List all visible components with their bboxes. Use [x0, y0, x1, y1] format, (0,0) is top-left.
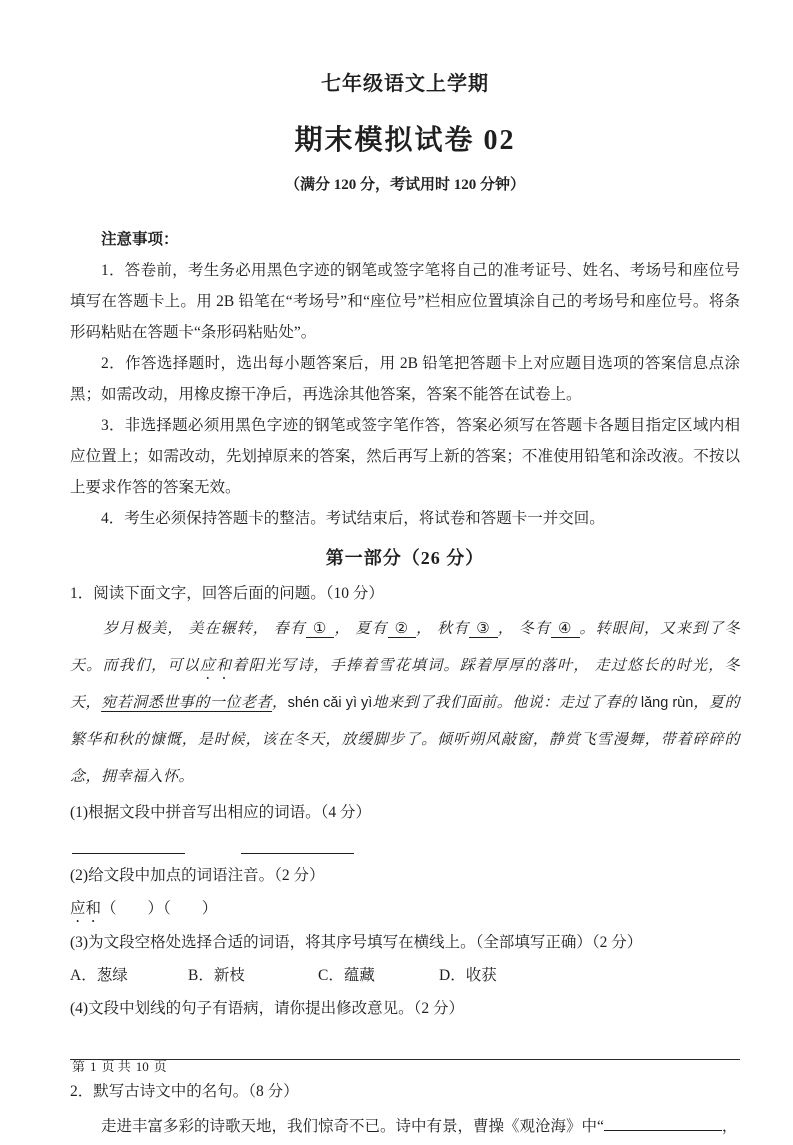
part1-heading: 第一部分（26 分） [325, 548, 485, 568]
passage-text: 着阳光写诗，手捧着雪花填词。踩着厚厚的落叶， 走过悠长的时光，冬天， [70, 658, 740, 711]
passage-text: 地来到了我们面前。他说：走过了春的 [372, 695, 641, 711]
zhuyin-answer-line [70, 892, 740, 926]
circled-number-3: ③ [476, 621, 491, 637]
circled-number-2: ② [394, 621, 410, 637]
choice-options-row [70, 959, 740, 992]
zhuyin-parens: （ ）（ ） [101, 900, 218, 917]
notice-item-3: 3．非选择题必须用黑色字迹的钢笔或签字笔作答，答案必须写在答题卡各题目指定区域内相应位置上；如需改动，先划掉原来的答案，然后再写上新的答案；不准使用铅笔和涂改液。不按以上要求作答的答案无效。 [70, 417, 740, 496]
notices-heading: 注意事项： [101, 231, 179, 248]
fill-blank-3 [469, 621, 498, 638]
exam-meta: （满分 120 分，考试用时 120 分钟） [284, 177, 525, 193]
notice-item-2: 2．作答选择题时，选出每小题答案后，用 2B 铅笔把答题卡上对应题目选项的答案信息点涂黑；如需改动，用橡皮擦干净后，再选涂其他答案，答案不能答在试卷上。 [70, 355, 740, 403]
question-1-stem: 1．阅读下面文字，回答后面的问题。（10 分） [70, 585, 384, 602]
page-footer [72, 1058, 172, 1076]
passage-text: ， 秋有 [416, 621, 470, 637]
option-b: B．新枝 [188, 967, 245, 984]
footer-total-pages: 10 [135, 1059, 149, 1074]
answer-blank-underline-2 [241, 829, 354, 854]
option-d: D．收获 [439, 967, 497, 984]
quote-suffix: ， [721, 1118, 738, 1135]
circled-number-4: ④ [558, 621, 573, 637]
footer-suffix: 页 [153, 1059, 167, 1074]
footer-mid: 页 共 [101, 1059, 131, 1074]
fill-blank-2 [388, 621, 417, 638]
option-c: C．蕴藏 [318, 967, 375, 984]
circled-number-1: ① [312, 621, 328, 637]
answer-blanks-row [72, 829, 740, 854]
footer-page-number: 1 [90, 1059, 97, 1074]
passage-text: ，夏的繁华和秋的慷慨，是时候，该在冬天，放缓脚步了。倾听朔风敲窗，静赏飞雪漫舞，带着碎碎的念，拥幸福入怀。 [70, 695, 740, 785]
passage-text: ， [272, 695, 288, 711]
notices-section [70, 224, 740, 534]
passage-text: ， 冬有 [497, 621, 551, 637]
underlined-phrase: 宛若洞悉世事的一位老者 [101, 695, 273, 711]
passage-text: 岁月极美， 美在辗转， 春有 [103, 621, 306, 637]
exam-title: 期末模拟试卷 02 [294, 125, 516, 156]
dotted-word-yinghe: 应和 [199, 658, 233, 674]
footer-prefix: 第 [72, 1059, 86, 1074]
pinyin-shencaiyiyi: shén cǎi yì yì [287, 695, 373, 711]
option-a: A．葱绿 [70, 967, 128, 984]
question-2-quote-line [70, 1109, 740, 1145]
passage-text: ， 夏有 [334, 621, 388, 637]
question-1-sub-3: (3)为文段空格处选择合适的词语，将其序号填写在横线上。（全部填写正确）（2 分） [70, 934, 643, 951]
question-2-stem: 2．默写古诗文中的名句。（8 分） [70, 1083, 299, 1100]
notice-item-4: 4．考生必须保持答题卡的整洁。考试结束后，将试卷和答题卡一并交回。 [101, 510, 605, 527]
question-1-passage [70, 611, 740, 796]
question-1-sub-1: (1)根据文段中拼音写出相应的词语。（4 分） [70, 804, 371, 821]
quote-prefix: 走进丰富多彩的诗歌天地，我们惊奇不已。诗中有景，曹操《观沧海》中“ [101, 1118, 604, 1135]
fill-blank-4 [551, 621, 580, 638]
quote-answer-blank [604, 1115, 722, 1131]
dotted-word-yinghe-answer: 应和 [70, 900, 102, 917]
fill-blank-1 [306, 621, 335, 638]
notice-item-1: 1．答卷前，考生务必用黑色字迹的钢笔或签字笔将自己的准考证号、姓名、考场号和座位号填写在答题卡上。用 2B 铅笔在“考场号”和“座位号”栏相应位置填涂自己的考场号和座位号。将条形码粘贴在答题卡“条形码粘贴处”。 [70, 262, 740, 341]
question-1-sub-2: (2)给文段中加点的词语注音。（2 分） [70, 867, 325, 884]
passage-text: 。转眼间，又来到了冬天。而我们，可以 [70, 621, 740, 674]
full-width-answer-line [70, 1037, 740, 1060]
answer-blank-underline-1 [72, 829, 185, 854]
question-1-sub-4: (4)文段中划线的句子有语病，请你提出修改意见。（2 分） [70, 1000, 464, 1017]
course-title: 七年级语文上学期 [321, 73, 489, 95]
pinyin-langrun: lǎng rùn [640, 695, 694, 711]
